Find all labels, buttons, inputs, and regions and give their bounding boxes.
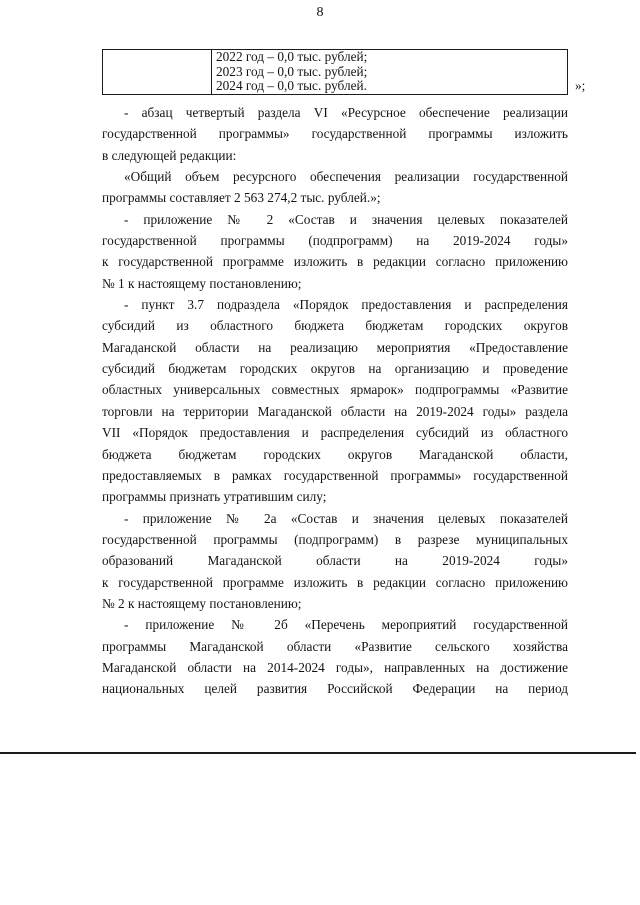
- paragraph-total-funding: [102, 166, 568, 209]
- text-line: Магаданской области на 2014-2024 годы», направленных на достижение: [102, 659, 568, 675]
- text-line: бюджета бюджетам городских округов Магаданской области,: [102, 446, 568, 462]
- funding-line-2023: 2023 год – 0,0 тыс. рублей;: [216, 63, 368, 79]
- page-number: 8: [316, 5, 324, 20]
- text-line: субсидий бюджетам городских округов на организацию и проведение: [102, 361, 568, 377]
- text-line: № 2 к настоящему постановлению;: [102, 595, 302, 611]
- paragraph-point-3-7: [102, 294, 568, 507]
- text-line: программы Магаданской области «Развитие сельского хозяйства: [102, 638, 568, 654]
- text-line: - приложение № 2 «Состав и значения целевых показателей: [124, 211, 568, 227]
- closing-quote-mark: »;: [575, 78, 586, 93]
- table-funding-cell: [212, 50, 568, 95]
- paragraph-appendix-2a: [102, 508, 568, 615]
- text-line: национальных целей развития Российской Федерации на период: [102, 681, 568, 697]
- text-line: VII «Порядок предоставления и распределения субсидий из областного: [102, 425, 568, 441]
- text-line: Магаданской области на реализацию мероприятия «Предоставление: [102, 339, 568, 355]
- funding-line-2024: 2024 год – 0,0 тыс. рублей.: [216, 78, 367, 94]
- text-line: образований Магаданской области на 2019-2024 годы»: [102, 553, 568, 569]
- text-line: № 1 к настоящему постановлению;: [102, 275, 302, 291]
- text-line: предоставляемых в рамках государственной программы» государственной: [102, 467, 568, 483]
- paragraph-appendix-2: [102, 209, 568, 294]
- table-empty-cell: [103, 50, 212, 95]
- funding-line-2022: 2022 год – 0,0 тыс. рублей;: [216, 49, 368, 64]
- text-line: - пункт 3.7 подраздела «Порядок предоставления и распределения: [124, 297, 568, 313]
- text-line: программы составляет 2 563 274,2 тыс. рублей.»;: [102, 190, 381, 206]
- text-line: государственной программы» государственной программы изложить: [102, 126, 568, 142]
- paragraph-section-vi: [102, 102, 568, 166]
- funding-table: [102, 49, 568, 95]
- text-line: к государственной программе изложить в редакции согласно приложению: [102, 574, 568, 590]
- text-line: - приложение № 2а «Состав и значения целевых показателей: [124, 510, 568, 526]
- text-line: субсидий из областного бюджета бюджетам городских округов: [102, 318, 568, 334]
- paragraph-appendix-2b: [102, 614, 568, 699]
- text-line: в следующей редакции:: [102, 147, 237, 163]
- text-line: областных универсальных совместных ярмарок» подпрограммы «Развитие: [102, 382, 568, 398]
- text-line: программы признать утратившим силу;: [102, 489, 327, 505]
- text-line: - приложение № 2б «Перечень мероприятий государственной: [124, 617, 568, 633]
- page-bottom-rule: [0, 752, 636, 754]
- table-row: [103, 50, 568, 95]
- document-body: [102, 102, 568, 700]
- text-line: государственной программы (подпрограмм) на 2019-2024 годы»: [102, 233, 568, 249]
- text-line: к государственной программе изложить в редакции согласно приложению: [102, 254, 568, 270]
- text-line: - абзац четвертый раздела VI «Ресурсное обеспечение реализации: [124, 105, 568, 120]
- text-line: торговли на территории Магаданской области на 2019-2024 годы» раздела: [102, 403, 568, 419]
- text-line: государственной программы (подпрограмм) в разрезе муниципальных: [102, 531, 568, 547]
- text-line: «Общий объем ресурсного обеспечения реализации государственной: [124, 169, 568, 185]
